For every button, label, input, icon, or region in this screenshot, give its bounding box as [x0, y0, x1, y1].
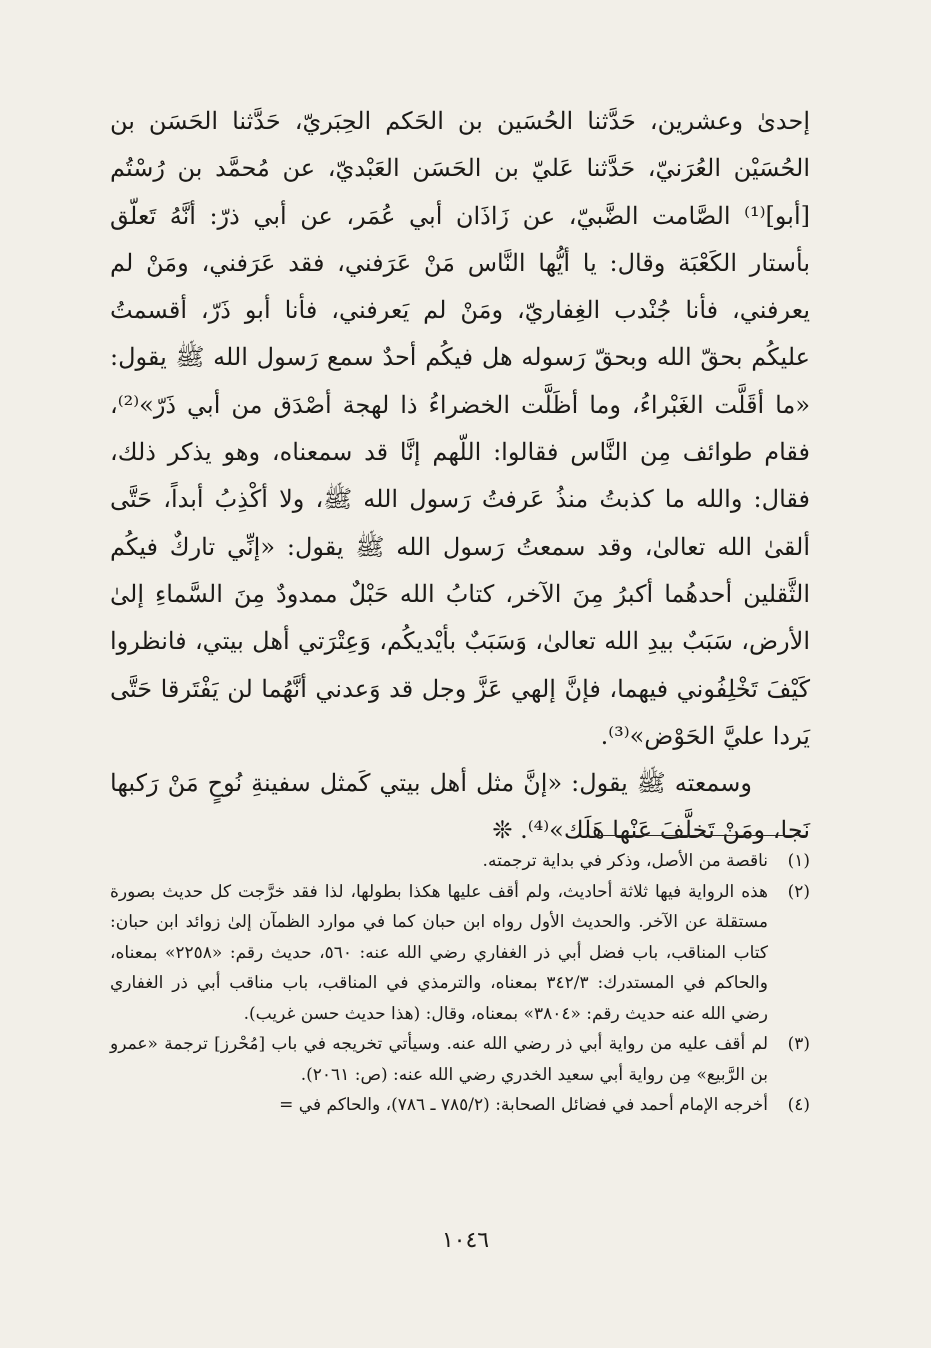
footnote-number: (٣)	[787, 1034, 810, 1054]
footnote-2	[110, 877, 810, 1030]
footnote-separator	[597, 835, 805, 836]
footnote-number: (٤)	[787, 1095, 810, 1115]
main-paragraph-2: وسمعته ﷺ يقول: «إنَّ مثل أهل بيتي كَمثل سفينةِ نُوحٍ مَنْ رَكبها نَجا، ومَنْ تَخلَّفَ عَنْها هَلَك»⁽⁴⁾. ❊	[110, 769, 810, 845]
main-paragraph-1: إحدىٰ وعشرين، حَدَّثنا الحُسَين بن الحَكم الحِبَريّ، حَدَّثنا الحَسَن بن الحُسَيْن العُرَنيّ، حَدَّثنا عَليّ بن الحَسَن العَبْديّ، عن مُحمَّد بن رُسْتُم [أبو]⁽¹⁾ الصَّامت الضَّبيّ، عن زَاذَان أبي عُمَر، عن أبي ذرّ: أنَّهُ تَعلّق بأستار الكَعْبَة وقال: يا أيُّها النَّاس مَنْ عَرَفني، فقد عَرَفني، ومَنْ لم يعرفني، فأنا جُنْدب الغِفاريّ، ومَنْ لم يَعرفني، فأنا أبو ذَرّ، أقسمتُ عليكُم بحقّ الله وبحقّ رَسوله هل فيكُم أحدٌ سمع رَسول الله ﷺ يقول: «ما أقَلَّت الغَبْراءُ، وما أظَلَّت الخضراءُ ذا لهجة أصْدَق من أبي ذَرّ»⁽²⁾، فقام طوائف مِن النَّاس فقالوا: اللّهم إنَّا قد سمعناه، وهو يذكر ذلك، فقال: والله ما كذبتُ منذُ عَرفتُ رَسول الله ﷺ، ولا أكْذِبُ أبداً، حَتَّى ألقىٰ الله تعالىٰ، وقد سمعتُ رَسول الله ﷺ يقول: «إنِّي تاركٌ فيكُم الثَّقلين أحدهُما أكبرُ مِنَ الآخر، كتابُ الله حَبْلٌ ممدودٌ مِنَ السَّماءِ إلىٰ الأرض، سَبَبٌ بيدِ الله تعالىٰ، وَسَبَبٌ بأيْديكُم، وَعِتْرَتي أهل بيتي، فانظروا كَيْفَ تَخْلِفُوني فيهما، فإنَّ إلهي عَزَّ وجل قد وَعدني أنَّهُما لن يَفْتَرقا حَتَّى يَردا عليَّ الحَوْض»⁽³⁾.	[110, 107, 811, 750]
footnote-4	[110, 1090, 810, 1121]
footnote-text: أخرجه الإمام أحمد في فضائل الصحابة: (٧٨٥/٢ ـ ٧٨٦)، والحاكم في =	[279, 1095, 768, 1115]
page-number: ١٠٤٦	[441, 1228, 490, 1253]
footnote-1	[110, 846, 810, 877]
footnotes	[110, 846, 810, 1121]
footnote-text: ناقصة من الأصل، وذكر في بداية ترجمته.	[482, 851, 768, 871]
main-text	[110, 98, 810, 855]
footnote-text: هذه الرواية فيها ثلاثة أحاديث، ولم أقف عليها هكذا بطولها، لذا فقد خرَّجت كل حديث بصورة مستقلة عن الآخر. والحديث الأول رواه ابن حبان كما في موارد الظمآن إلىٰ زوائد ابن حبان: كتاب المناقب، باب فضل أبي ذر الغفاري رضي الله عنه: ٥٦٠، حديث رقم: «٢٢٥٨» بمعناه، والحاكم في المستدرك: ٣٤٢/٣ بمعناه، والترمذي في المناقب، باب مناقب أبي ذر الغفاري رضي الله عنه حديث رقم: «٣٨٠٤» بمعناه، وقال: (هذا حديث حسن غريب).	[110, 881, 768, 1024]
footnote-3	[110, 1029, 810, 1090]
footnote-number: (١)	[787, 851, 810, 871]
footnote-text: لم أقف عليه من رواية أبي ذر رضي الله عنه. وسيأتي تخريجه في باب [مُحْرز] ترجمة «عمرو بن الرَّبيع» مِن رواية أبي سعيد الخدري رضي الله عنه: (ص: ٢٠٦١).	[110, 1034, 768, 1085]
footnote-number: (٢)	[787, 881, 810, 902]
